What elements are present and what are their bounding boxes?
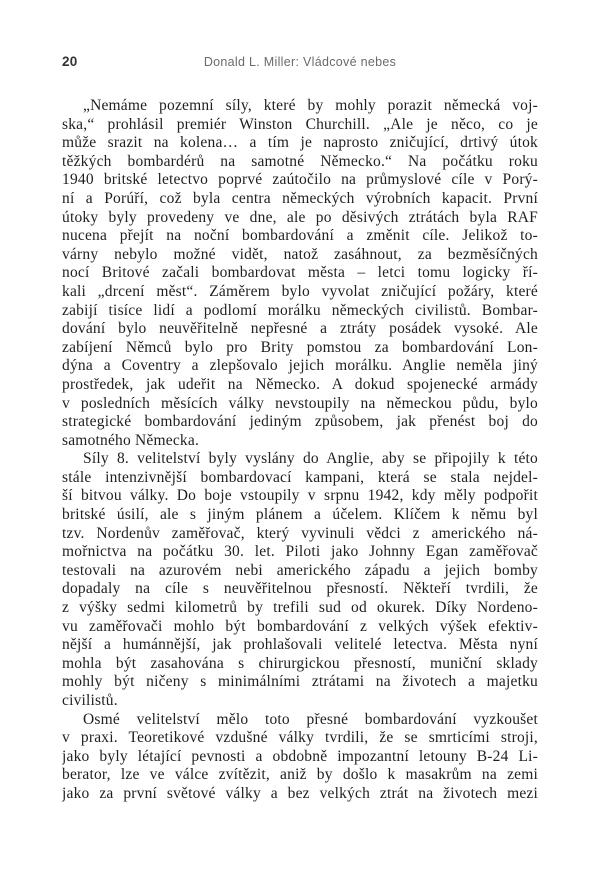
text-line: kali „drcení měst“. Záměrem bylo vyvolat zničující požáry, které: [62, 282, 538, 300]
text-line: samotného Německa.: [62, 431, 200, 449]
paragraph: [62, 450, 538, 710]
text-line: může srazit na kolena… a tím je naprosto zničující, drtivý útok: [62, 134, 538, 152]
text-line: berator, lze ve válce zvítězit, aniž by došlo k masakrům na zemi: [62, 766, 538, 784]
text-line: nocí Britové začali bombardovat města – letci tomu logicky ří-: [62, 264, 538, 282]
text-line: britské úsilí, ale s jiným plánem a účelem. Klíčem k němu byl: [62, 506, 538, 524]
text-line: jako byly létající pevnosti a obdobně impozantní letouny B-24 Li-: [62, 747, 538, 765]
paragraph: [62, 711, 538, 804]
text-line: testovali na azurovém nebi amerického západu a jejich bomby: [62, 561, 538, 579]
text-line: nější a humánnější, jak prohlašovali velitelé letectva. Města nyní: [62, 636, 538, 654]
body-text-block: [62, 97, 538, 804]
text-line: zabíjení Němců bylo pro Brity pomstou za bombardování Lon-: [62, 338, 538, 356]
text-line: Síly 8. velitelství byly vyslány do Anglie, aby se připojily k této: [83, 450, 538, 468]
text-line: „Nemáme pozemní síly, které by mohly porazit německá voj-: [83, 97, 538, 114]
page-number: 20: [62, 54, 78, 69]
text-line: tzv. Nordenův zaměřovač, který vyvinuli vědci z amerického ná-: [62, 524, 538, 542]
text-line: nucena přejít na noční bombardování a změnit cíle. Jelikož to-: [62, 227, 538, 245]
text-line: ska,“ prohlásil premiér Winston Churchill. „Ale je něco, co je: [62, 115, 538, 133]
text-line: civilistů.: [62, 692, 118, 709]
text-line: mořnictva na počátku 30. let. Piloti jako Johnny Egan zaměřovač: [62, 543, 538, 561]
text-line: várny nebylo možné vidět, natož zasáhnout, za bezměsíčných: [62, 245, 538, 263]
text-line: strategické bombardování jediným způsobem, jak přenést boj do: [62, 413, 538, 431]
text-line: ší bitvou války. Do boje vstoupily v srpnu 1942, kdy měly podpořit: [62, 487, 538, 505]
paragraph: [62, 97, 538, 450]
text-line: těžkých bombardérů na samotné Německo.“ Na počátku roku: [62, 152, 538, 170]
text-line: mohly být ničeny s minimálními ztrátami na životech a majetku: [62, 673, 538, 691]
text-line: ní a Porúří, což byla centra německých výrobních kapacit. První: [62, 189, 538, 207]
text-line: z výšky sedmi kilometrů by trefili sud od okurek. Díky Nordeno-: [62, 599, 538, 617]
running-title: Donald L. Miller: Vládcové nebes: [203, 55, 397, 69]
text-line: jako za první světové války a bez velkých ztrát na životech mezi: [62, 784, 538, 802]
text-line: stále intenzivnější bombardovací kampani, která se stala nejdel-: [62, 468, 538, 486]
text-line: mohla být zasahována s chirurgickou přesností, muniční sklady: [62, 654, 538, 672]
text-line: vu zaměřovači mohlo být bombardování z velkých výšek efektiv-: [62, 617, 538, 635]
text-line: dování bylo neuvěřitelně nepřesné a ztráty posádek vysoké. Ale: [62, 320, 538, 338]
text-line: dýna a Coventry a zlepšovalo jejich morálku. Anglie neměla jiný: [62, 357, 538, 375]
text-line: v posledních měsících války nevstoupily na německou půdu, bylo: [62, 394, 538, 412]
text-line: dopadaly na cíle s neuvěřitelnou přesností. Někteří tvrdili, že: [62, 580, 538, 598]
text-line: zabijí tisíce lidí a podlomí morálku německých civilistů. Bombar-: [62, 301, 538, 319]
text-line: Osmé velitelství mělo toto přesné bombardování vyzkoušet: [83, 710, 538, 728]
page-header: [62, 54, 538, 70]
text-line: 1940 britské letectvo poprvé zaútočilo na průmyslové cíle v Porý-: [62, 171, 538, 189]
text-line: útoky byly provedeny ve dne, ale po děsivých ztrátách byla RAF: [62, 208, 538, 226]
text-line: prostředek, jak udeřit na Německo. A dokud spojenecké armády: [62, 375, 538, 393]
text-line: v praxi. Teoretikové vzdušné války tvrdili, že se smrticími stroji,: [62, 729, 538, 747]
